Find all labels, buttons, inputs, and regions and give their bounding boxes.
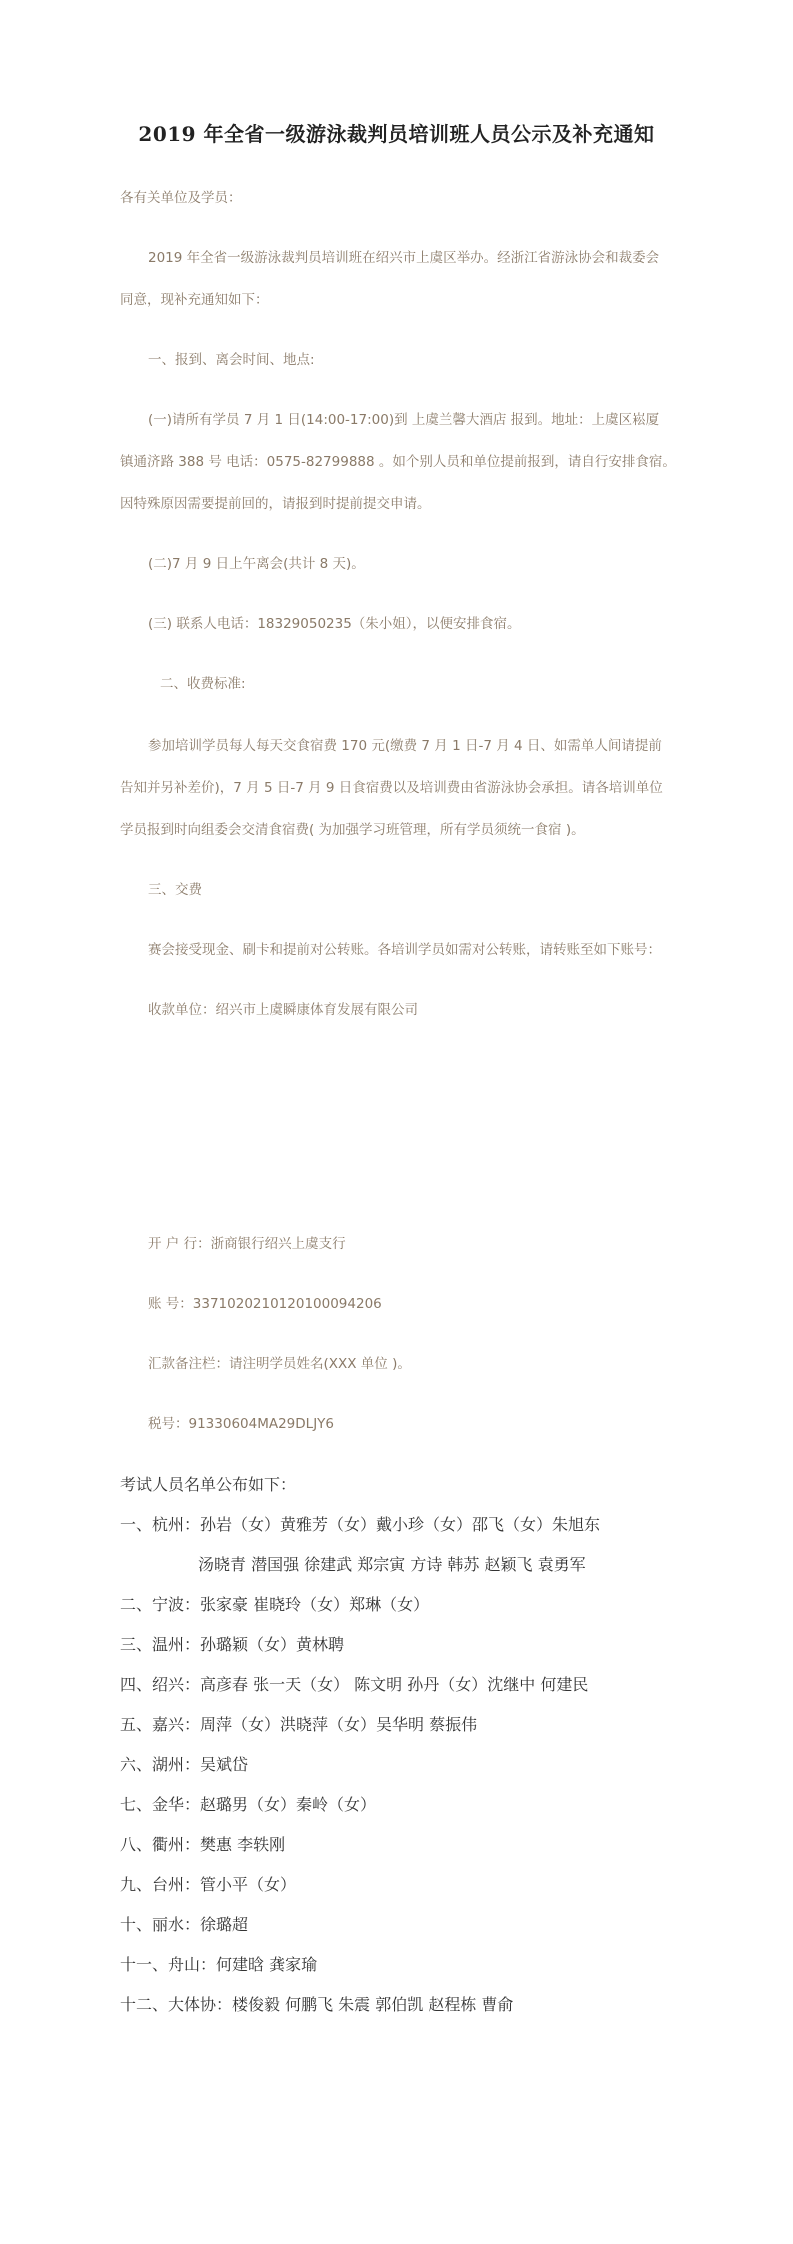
section-2-heading: 二、收费标准: <box>160 676 246 692</box>
page-title: 2019 年全省一级游泳裁判员培训班人员公示及补充通知 <box>138 122 655 146</box>
fee-line-1: 参加培训学员每人每天交食宿费 170 元(缴费 7 月 1 日-7 月 4 日、如需单人间请提前 <box>148 738 662 754</box>
item-2: (二)7 月 9 日上午离会(共计 8 天)。 <box>148 556 365 572</box>
roster-row: 四、绍兴：高彦春 张一天（女） 陈文明 孙丹（女）沈继中 何建民 <box>120 1675 589 1694</box>
section-1-heading: 一、报到、离会时间、地点: <box>148 352 315 368</box>
item-1-line-2: 镇通济路 388 号 电话：0575-82799888 。如个别人员和单位提前报到，请自行安排食宿。 <box>120 454 676 470</box>
item-1-line-1: (一)请所有学员 7 月 1 日(14:00-17:00)到 上虞兰馨大酒店 报到。地址：上虞区崧厦 <box>148 412 660 428</box>
tax-number: 税号：91330604MA29DLJY6 <box>148 1416 335 1432</box>
salutation: 各有关单位及学员： <box>120 190 242 206</box>
roster-row: 六、湖州：吴斌岱 <box>120 1755 249 1774</box>
section-3-heading: 三、交费 <box>148 882 202 898</box>
roster-row: 八、衢州：樊惠 李轶刚 <box>120 1835 286 1854</box>
bank: 开 户 行：浙商银行绍兴上虞支行 <box>148 1236 346 1252</box>
roster-row: 汤晓青 潜国强 徐建武 郑宗寅 方诗 韩苏 赵颖飞 袁勇军 <box>198 1555 586 1574</box>
roster-row: 十二、大体协：楼俊毅 何鹏飞 朱震 郭伯凯 赵程栋 曹俞 <box>120 1995 514 2014</box>
roster-row: 十、丽水：徐璐超 <box>120 1915 249 1934</box>
roster-row: 七、金华：赵璐男（女）秦岭（女） <box>120 1795 377 1814</box>
item-3: (三) 联系人电话：18329050235（朱小姐），以便安排食宿。 <box>148 616 521 632</box>
payment-note: 赛会接受现金、刷卡和提前对公转账。各培训学员如需对公转账，请转账至如下账号： <box>148 942 661 958</box>
roster-heading: 考试人员名单公布如下： <box>120 1475 297 1494</box>
intro-line-2: 同意，现补充通知如下： <box>120 292 269 308</box>
account-number: 账 号：3371020210120100094206 <box>148 1296 382 1312</box>
roster-row: 九、台州：管小平（女） <box>120 1875 297 1894</box>
roster-row: 五、嘉兴：周萍（女）洪晓萍（女）吴华明 蔡振伟 <box>120 1715 478 1734</box>
intro-line-1: 2019 年全省一级游泳裁判员培训班在绍兴市上虞区举办。经浙江省游泳协会和裁委会 <box>148 250 660 266</box>
roster-row: 三、温州：孙璐颖（女）黄林聘 <box>120 1635 345 1654</box>
fee-line-3: 学员报到时向组委会交清食宿费( 为加强学习班管理，所有学员须统一食宿 )。 <box>120 822 585 838</box>
roster-row: 十一、舟山：何建晗 龚家瑜 <box>120 1955 318 1974</box>
roster-row: 一、杭州：孙岩（女）黄雅芳（女）戴小珍（女）邵飞（女）朱旭东 <box>120 1515 601 1534</box>
fee-line-2: 告知并另补差价)，7 月 5 日-7 月 9 日食宿费以及培训费由省游泳协会承担。请各培训单位 <box>120 780 663 796</box>
payee: 收款单位：绍兴市上虞瞬康体育发展有限公司 <box>148 1002 418 1018</box>
roster-row: 二、宁波：张家豪 崔晓玲（女）郑琳（女） <box>120 1595 430 1614</box>
remittance-remark: 汇款备注栏：请注明学员姓名(XXX 单位 )。 <box>148 1356 411 1372</box>
item-1-line-3: 因特殊原因需要提前回的，请报到时提前提交申请。 <box>120 496 431 512</box>
